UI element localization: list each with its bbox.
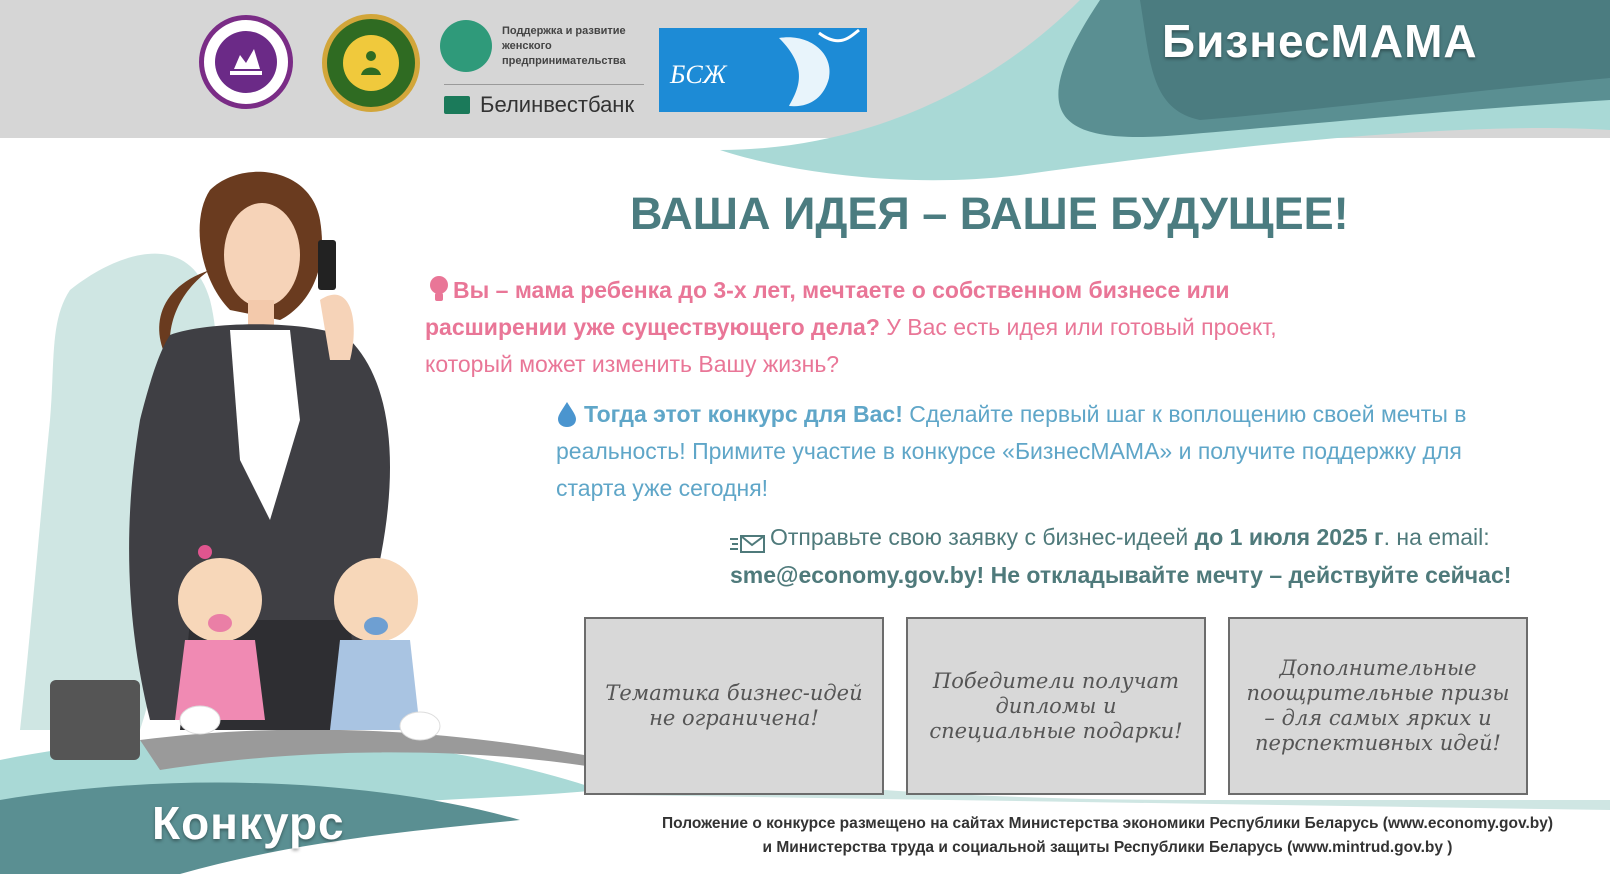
info-card-winners xyxy=(906,617,1206,795)
offer-rest: Сделайте первый шаг к воплощению своей мечты в реальность! Примите участие в конкурсе «БизнесМАМА» и получите поддержку для старта уже сегодня! xyxy=(556,401,1467,501)
info-card-text: Тематика бизнес-идей не ограничена! xyxy=(605,681,863,730)
offer-strong: Тогда этот конкурс для Вас! xyxy=(584,401,903,427)
businesswoman-illustration xyxy=(0,160,460,780)
email-call-to-action[interactable]: sme@economy.gov.by! Не откладывайте мечту – действуйте сейчас! xyxy=(730,562,1512,588)
headline: ВАША ИДЕЯ – ВАШЕ БУДУЩЕЕ! xyxy=(630,188,1349,239)
bank-name: Белинвестбанк xyxy=(480,92,635,117)
submission-text-b: . на email: xyxy=(1383,524,1490,550)
brand-title: БизнесМАМА xyxy=(1162,15,1478,67)
intro-paragraph xyxy=(425,272,1325,383)
info-card-prizes xyxy=(1228,617,1528,795)
intro-rest: У Вас есть идея или готовый проект, который может изменить Вашу жизнь? xyxy=(425,314,1277,377)
contest-label: Конкурс xyxy=(152,797,345,849)
bsk-logo-text: БСЖ xyxy=(670,60,727,89)
logo-divider xyxy=(444,84,644,85)
footer-line-2: и Министерства труда и социальной защиты Республики Беларусь (www.mintrud.gov.by ) xyxy=(762,839,1453,856)
ministry-economy-logo xyxy=(199,15,293,109)
footer-note xyxy=(610,812,1605,860)
support-logo-text: Поддержка и развитие женского предпринимательства xyxy=(502,25,626,67)
deadline-date: до 1 июля 2025 г xyxy=(1194,524,1384,550)
intro-strong: Вы – мама ребенка до 3-х лет, мечтаете о собственном бизнесе или расширении уже существующего дела? xyxy=(425,277,1230,340)
info-card-text: Победители получат дипломы и специальные подарки! xyxy=(929,668,1183,743)
submission-text-a: Отправьте свою заявку с бизнес-идеей xyxy=(770,524,1195,550)
women-support-logo-icon xyxy=(440,20,492,72)
info-card-text: Дополнительные поощрительные призы – для самых ярких и перспективных идей! xyxy=(1246,656,1510,755)
ministry-labor-logo xyxy=(322,14,420,112)
bank-logo-icon xyxy=(444,96,470,114)
submission-paragraph xyxy=(730,518,1600,594)
offer-paragraph xyxy=(556,396,1476,507)
footer-line-1: Положение о конкурсе размещено на сайтах Министерства экономики Республики Беларусь (www.economy.gov.by) xyxy=(661,815,1554,832)
info-card-topic xyxy=(584,617,884,795)
